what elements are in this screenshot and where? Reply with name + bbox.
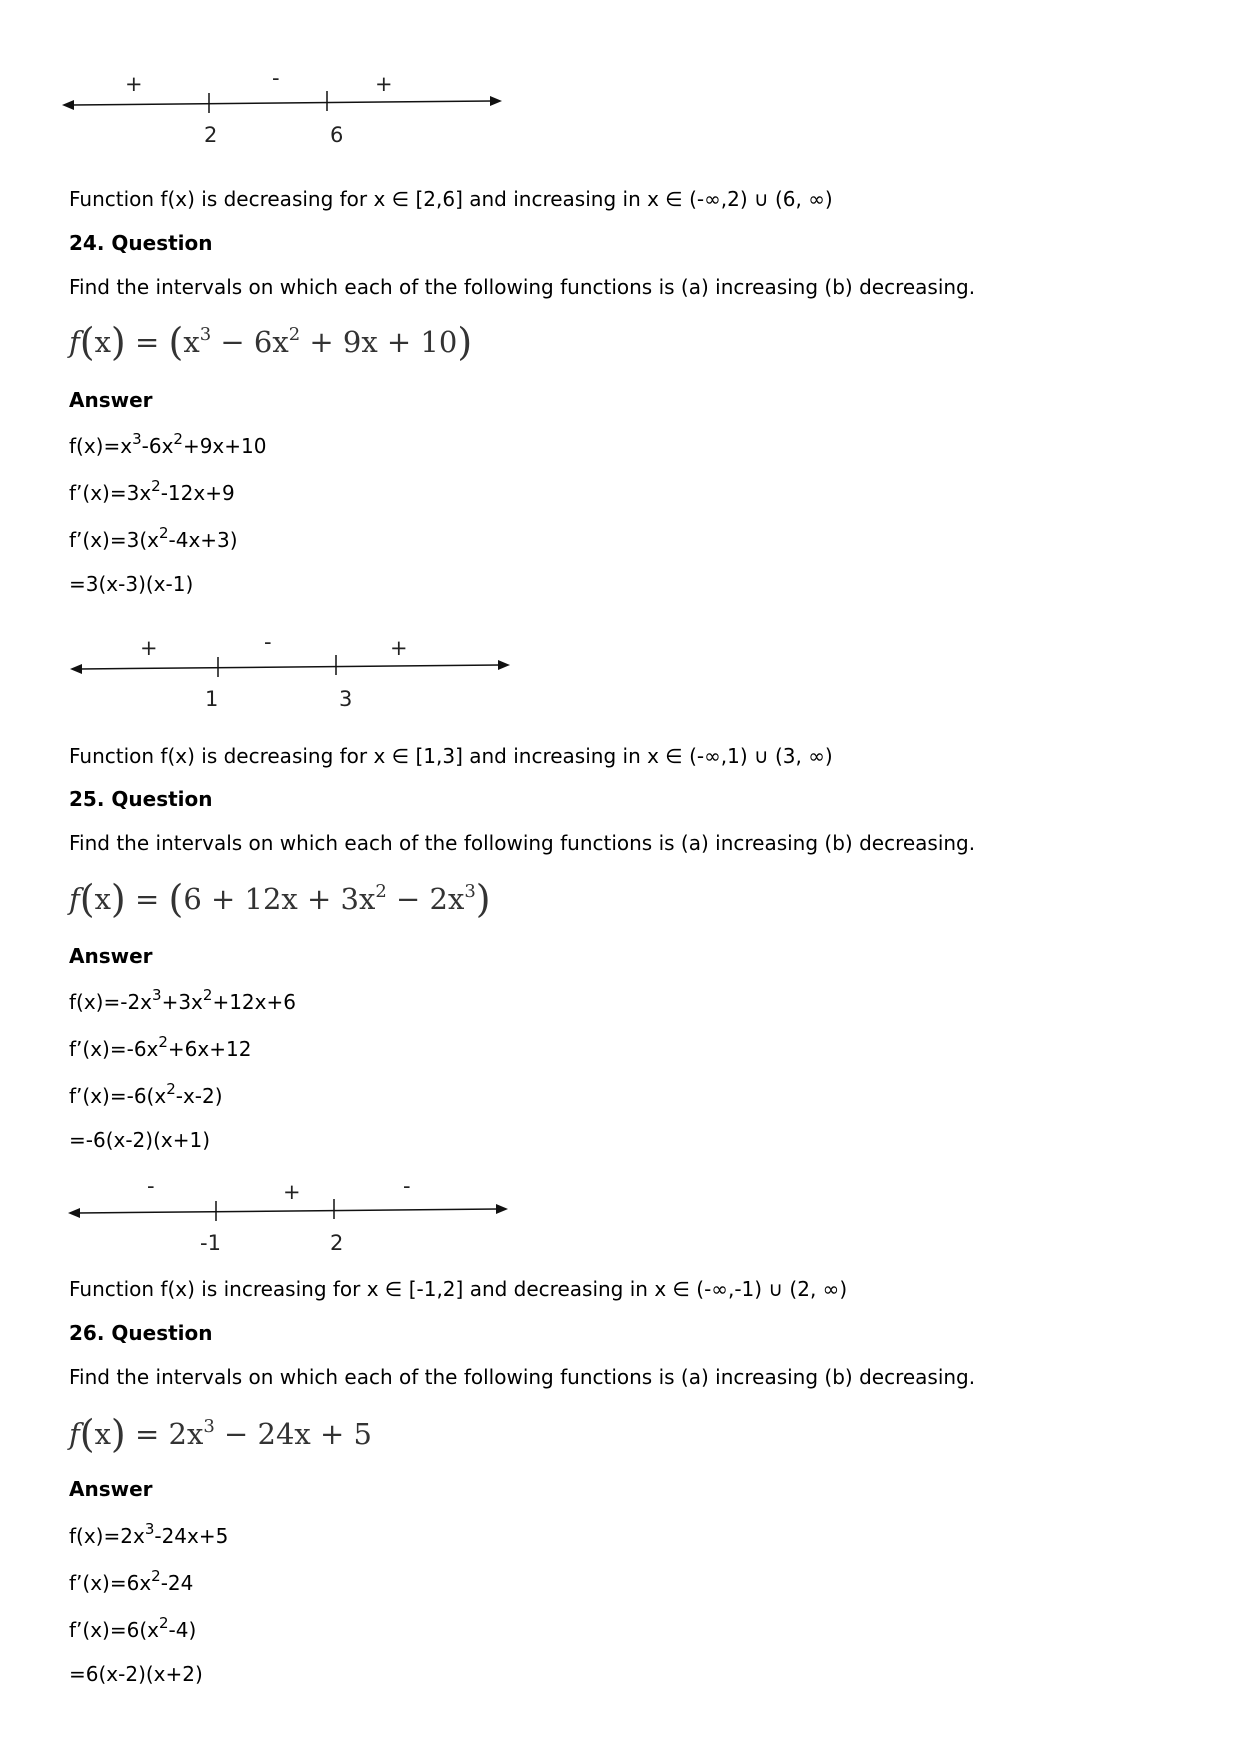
answer-label: Answer (69, 388, 153, 412)
answer-step: =6(x-2)(x+2) (69, 1662, 203, 1686)
formula-f: f (69, 1417, 80, 1451)
sign-chart-3 (60, 1170, 520, 1260)
formula-part: − 2x (386, 882, 465, 916)
sign-chart-2 (60, 626, 520, 716)
formula-part: + 9x + 10 (300, 325, 458, 359)
point-label: 6 (330, 123, 344, 147)
right-arrow-icon (496, 1204, 508, 1214)
formula-exp: 2 (375, 881, 387, 902)
left-arrow-icon (62, 100, 74, 110)
left-arrow-icon (70, 664, 82, 674)
formula-exp: 2 (288, 324, 301, 345)
question-title: 24. Question (69, 231, 213, 255)
formula-arg: x (94, 1417, 111, 1451)
answer-step: $f’(x)=6(x^2-4)$ (69, 1614, 197, 1642)
conclusion-text: Function f(x) is decreasing for x ∈ [2,6] and increasing in x ∈ (-∞,2) ∪ (6, ∞) (69, 187, 833, 211)
point-label: 2 (330, 1231, 344, 1255)
point-label: -1 (200, 1231, 221, 1255)
sign-label: - (403, 1174, 411, 1198)
conclusion-text: Function f(x) is increasing for x ∈ [-1,2] and decreasing in x ∈ (-∞,-1) ∪ (2, ∞) (69, 1277, 848, 1301)
point-label: 3 (339, 687, 353, 711)
function-formula: $f(x) = (x^3 - 6x^2 + 9x + 10)$ (69, 320, 473, 364)
axis-line (78, 1209, 498, 1213)
sign-label: + (375, 72, 393, 96)
axis-line (72, 101, 492, 105)
sign-label: + (390, 636, 408, 660)
right-arrow-icon (498, 660, 510, 670)
question-title: 25. Question (69, 787, 213, 811)
left-arrow-icon (68, 1208, 80, 1218)
question-title: 26. Question (69, 1321, 213, 1345)
point-label: 1 (205, 687, 219, 711)
answer-step: $f’(x)=6x^2-24$ (69, 1567, 194, 1595)
formula-exp: 3 (203, 1416, 215, 1437)
point-label: 2 (204, 123, 218, 147)
answer-step: $f’(x)=-6x^2+6x+12$ (69, 1033, 252, 1061)
answer-step: =-6(x-2)(x+1) (69, 1128, 211, 1152)
formula-part: x (183, 325, 200, 359)
sign-label: - (147, 1174, 155, 1198)
sign-label: + (125, 72, 143, 96)
formula-part: − 6x (211, 325, 289, 359)
axis-line (80, 665, 500, 669)
answer-step: $f’(x)=-6(x^2-x-2)$ (69, 1080, 223, 1108)
function-formula: $f(x) = 2x^3 - 24x + 5$ (69, 1412, 372, 1456)
answer-step: $f(x)=2x^3-24x+5$ (69, 1520, 229, 1548)
formula-part: 6 + 12x + 3x (183, 882, 376, 916)
formula-exp: 3 (464, 881, 476, 902)
answer-step: $f’(x)=3(x^2-4x+3)$ (69, 524, 238, 552)
answer-label: Answer (69, 944, 153, 968)
answer-step: =3(x-3)(x-1) (69, 572, 194, 596)
sign-label: + (283, 1180, 301, 1204)
sign-label: + (140, 636, 158, 660)
function-formula: $f(x) = (6 + 12x + 3x^2 - 2x^3)$ (69, 877, 491, 921)
formula-part: 2x (168, 1417, 204, 1451)
sign-chart-1 (60, 62, 520, 152)
question-prompt: Find the intervals on which each of the following functions is (a) increasing (b) decreasing. (69, 1365, 976, 1389)
sign-label: - (272, 66, 280, 90)
formula-f: f (69, 882, 80, 916)
formula-exp: 3 (199, 324, 212, 345)
formula-part: − 24x + 5 (214, 1417, 372, 1451)
formula-arg: x (94, 882, 111, 916)
right-arrow-icon (490, 96, 502, 106)
conclusion-text: Function f(x) is decreasing for x ∈ [1,3] and increasing in x ∈ (-∞,1) ∪ (3, ∞) (69, 744, 833, 768)
formula-f: f (69, 325, 80, 359)
answer-step: $f(x)=x^3-6x^2+9x+10$ (69, 430, 267, 458)
answer-step: $f(x)=-2x^3+3x^2+12x+6$ (69, 986, 296, 1014)
answer-label: Answer (69, 1477, 153, 1501)
formula-arg: x (94, 325, 111, 359)
question-prompt: Find the intervals on which each of the following functions is (a) increasing (b) decreasing. (69, 275, 976, 299)
sign-label: - (264, 630, 272, 654)
question-prompt: Find the intervals on which each of the following functions is (a) increasing (b) decreasing. (69, 831, 976, 855)
answer-step: $f’(x)=3x^2-12x+9$ (69, 477, 235, 505)
